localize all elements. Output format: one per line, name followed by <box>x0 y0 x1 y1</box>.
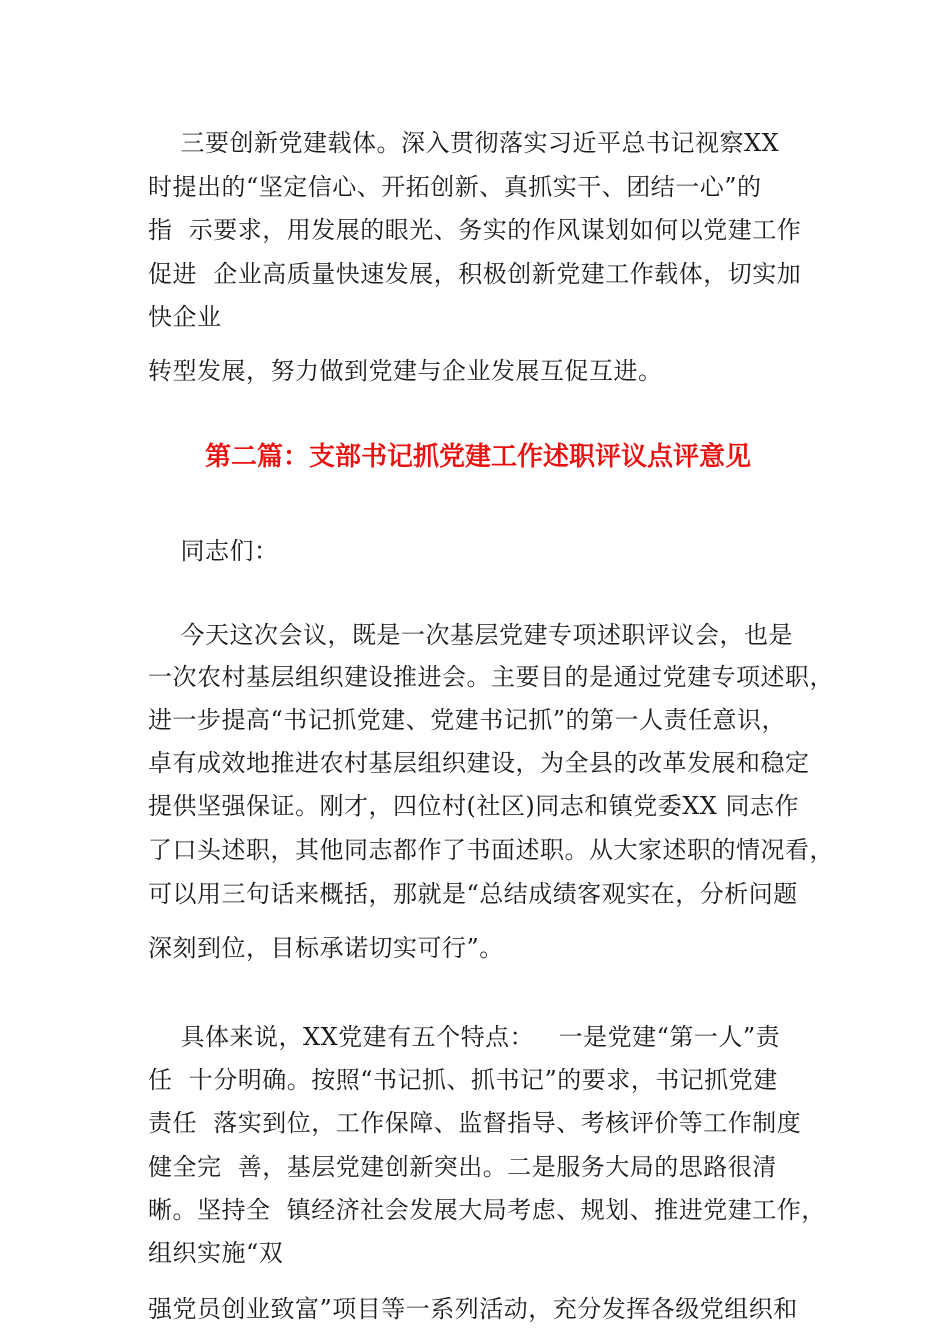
paragraph-1-line: 时提出的“坚定信心、开拓创新、真抓实干、团结一心”的 <box>148 173 762 201</box>
paragraph-3-line: 任 十分明确。按照“书记抓、抓书记”的要求，书记抓党建 <box>148 1066 778 1094</box>
paragraph-2-line: 可以用三句话来概括，那就是“总结成绩客观实在，分析问题 <box>148 880 798 908</box>
section-heading: 第二篇：支部书记抓党建工作述职评议点评意见 <box>205 442 752 472</box>
paragraph-1-line: 指 示要求，用发展的眼光、务实的作风谋划如何以党建工作 <box>148 216 802 244</box>
paragraph-3-line: 组织实施“双 <box>148 1239 284 1267</box>
paragraph-2-line: 了口头述职，其他同志都作了书面述职。从大家述职的情况看， <box>148 836 834 864</box>
paragraph-3-line: 健全完 善，基层党建创新突出。二是服务大局的思路很清 <box>148 1153 777 1181</box>
paragraph-3-line: 责任 落实到位，工作保障、监督指导、考核评价等工作制度 <box>148 1109 802 1137</box>
paragraph-1-line: 三要创新党建载体。深入贯彻落实习近平总书记视察XX <box>148 129 780 157</box>
paragraph-3-line: 强党员创业致富”项目等一系列活动，充分发挥各级党组织和 <box>148 1295 798 1323</box>
paragraph-3-line: 晰。坚持全 镇经济社会发展大局考虑、规划、推进党建工作， <box>148 1196 826 1224</box>
paragraph-1-line: 促进 企业高质量快速发展，积极创新党建工作载体，切实加 <box>148 260 802 288</box>
paragraph-2-line: 卓有成效地推进农村基层组织建设，为全县的改革发展和稳定 <box>148 749 810 777</box>
paragraph-2-line: 一次农村基层组织建设推进会。主要目的是通过党建专项述职， <box>148 663 834 691</box>
paragraph-1-line: 转型发展，努力做到党建与企业发展互促互进。 <box>148 357 663 385</box>
paragraph-2-line: 深刻到位，目标承诺切实可行”。 <box>148 934 504 962</box>
paragraph-2-line: 进一步提高“书记抓党建、党建书记抓”的第一人责任意识， <box>148 706 787 734</box>
paragraph-2-line: 今天这次会议，既是一次基层党建专项述职评议会，也是 <box>148 621 794 649</box>
paragraph-3-line: 具体来说，XX党建有五个特点： 一是党建“第一人”责 <box>148 1023 781 1051</box>
paragraph-1-line: 快企业 <box>148 303 222 331</box>
salutation: 同志们： <box>148 537 279 565</box>
paragraph-2-line: 提供坚强保证。刚才，四位村(社区)同志和镇党委XX 同志作 <box>148 792 800 820</box>
